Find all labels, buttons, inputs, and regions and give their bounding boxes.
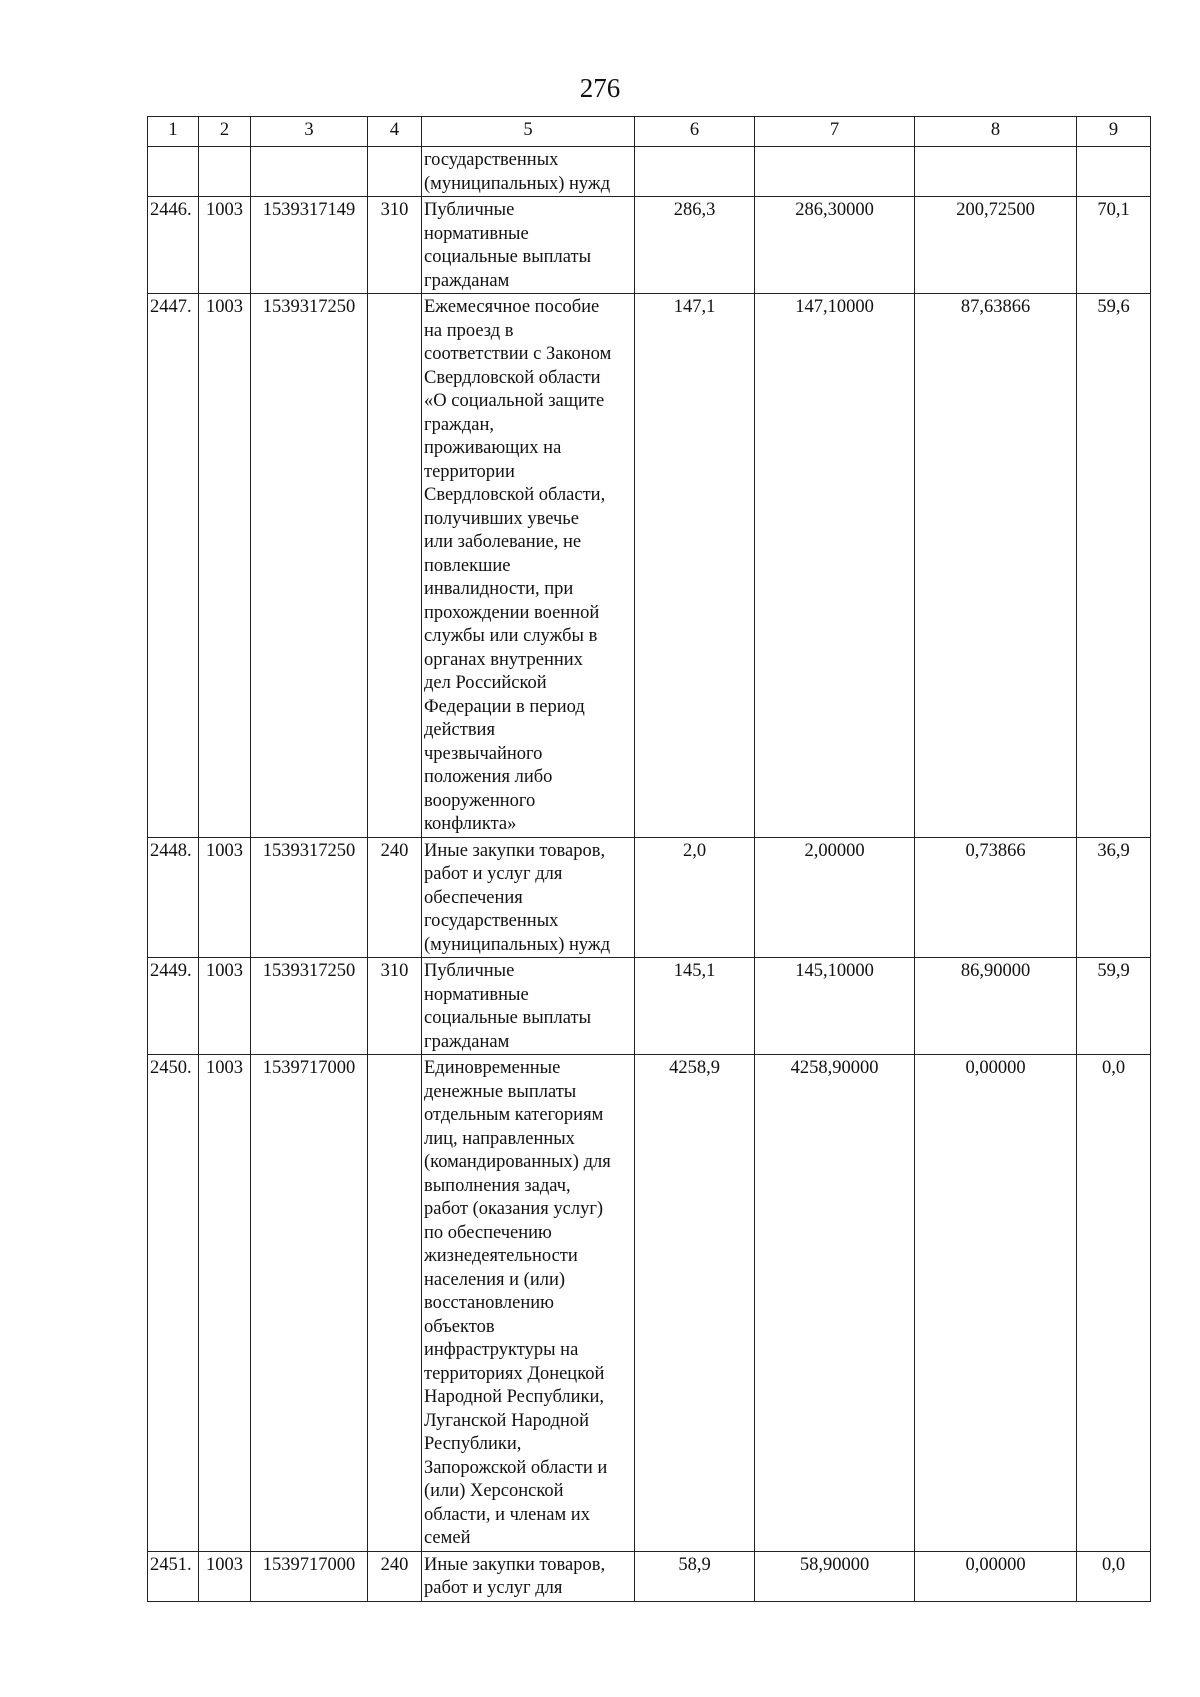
row-number-cell: 2448. [148,837,199,958]
value-col6-cell [635,147,755,197]
target-article-cell: 1539717000 [251,1055,368,1552]
table-row [148,1551,1151,1601]
value-col6-cell: 147,1 [635,294,755,838]
value-col7-cell: 58,90000 [755,1551,915,1601]
column-header-7: 7 [755,117,915,147]
target-article-cell: 1539317149 [251,197,368,294]
percent-cell: 59,6 [1077,294,1151,838]
row-number-cell: 2451. [148,1551,199,1601]
row-number-cell: 2450. [148,1055,199,1552]
value-col8-cell [915,147,1077,197]
item-name-cell: Иные закупки товаров, работ и услуг для [422,1551,635,1601]
page-number: 276 [579,73,621,103]
percent-cell: 36,9 [1077,837,1151,958]
percent-cell: 70,1 [1077,197,1151,294]
column-header-4: 4 [368,117,422,147]
table-header [148,117,1151,147]
table-row [148,837,1151,958]
item-name-cell: государственных (муниципальных) нужд [422,147,635,197]
value-col6-cell: 145,1 [635,958,755,1055]
value-col8-cell: 0,73866 [915,837,1077,958]
value-col6-cell: 2,0 [635,837,755,958]
percent-cell: 0,0 [1077,1055,1151,1552]
section-code-cell: 1003 [199,1055,251,1552]
item-name-cell: Единовременные денежные выплаты отдельным категориям лиц, направленных (командированных) для выполнения задач, работ (оказания услуг) по обеспечению жизнедеятельности населения и (или) восстановлению объектов инфраструктуры на территориях Донецкой Народной Республики, Луганской Народной Республики, Запорожской области и (или) Херсонской области, и членам их семей [422,1055,635,1552]
column-header-2: 2 [199,117,251,147]
value-col7-cell: 4258,90000 [755,1055,915,1552]
item-name-cell: Ежемесячное пособие на проезд в соответствии с Законом Свердловской области «О социальной защите граждан, проживающих на территории Свердловской области, получивших увечье или заболевание, не повлекшие инвалидности, при прохождении военной службы или службы в органах внутренних дел Российской Федерации в период действия чрезвычайного положения либо вооруженного конфликта» [422,294,635,838]
target-article-cell: 1539317250 [251,294,368,838]
column-header-3: 3 [251,117,368,147]
section-code-cell: 1003 [199,197,251,294]
item-name-cell: Иные закупки товаров, работ и услуг для обеспечения государственных (муниципальных) нужд [422,837,635,958]
section-code-cell [199,147,251,197]
value-col8-cell: 87,63866 [915,294,1077,838]
expense-type-cell [368,1055,422,1552]
table-body [148,147,1151,1602]
expense-type-cell: 240 [368,837,422,958]
value-col8-cell: 0,00000 [915,1551,1077,1601]
column-header-6: 6 [635,117,755,147]
item-name-cell: Публичные нормативные социальные выплаты гражданам [422,197,635,294]
target-article-cell: 1539317250 [251,837,368,958]
row-number-cell: 2446. [148,197,199,294]
value-col8-cell: 0,00000 [915,1055,1077,1552]
header-row [148,117,1151,147]
item-name-cell: Публичные нормативные социальные выплаты гражданам [422,958,635,1055]
row-number-cell: 2447. [148,294,199,838]
value-col6-cell: 286,3 [635,197,755,294]
target-article-cell [251,147,368,197]
table-row [148,294,1151,838]
value-col7-cell [755,147,915,197]
value-col7-cell: 147,10000 [755,294,915,838]
section-code-cell: 1003 [199,1551,251,1601]
table-row [148,147,1151,197]
value-col6-cell: 58,9 [635,1551,755,1601]
percent-cell: 59,9 [1077,958,1151,1055]
section-code-cell: 1003 [199,958,251,1055]
value-col7-cell: 2,00000 [755,837,915,958]
percent-cell: 0,0 [1077,1551,1151,1601]
table-row [148,1055,1151,1552]
column-header-9: 9 [1077,117,1151,147]
target-article-cell: 1539717000 [251,1551,368,1601]
expense-type-cell [368,147,422,197]
value-col7-cell: 145,10000 [755,958,915,1055]
expense-type-cell [368,294,422,838]
column-header-8: 8 [915,117,1077,147]
row-number-cell: 2449. [148,958,199,1055]
row-number-cell [148,147,199,197]
value-col8-cell: 86,90000 [915,958,1077,1055]
percent-cell [1077,147,1151,197]
column-header-1: 1 [148,117,199,147]
value-col6-cell: 4258,9 [635,1055,755,1552]
budget-table [147,116,1151,1602]
target-article-cell: 1539317250 [251,958,368,1055]
table-row [148,197,1151,294]
section-code-cell: 1003 [199,837,251,958]
expense-type-cell: 310 [368,197,422,294]
value-col7-cell: 286,30000 [755,197,915,294]
column-header-5: 5 [422,117,635,147]
expense-type-cell: 240 [368,1551,422,1601]
value-col8-cell: 200,72500 [915,197,1077,294]
expense-type-cell: 310 [368,958,422,1055]
table-row [148,958,1151,1055]
section-code-cell: 1003 [199,294,251,838]
